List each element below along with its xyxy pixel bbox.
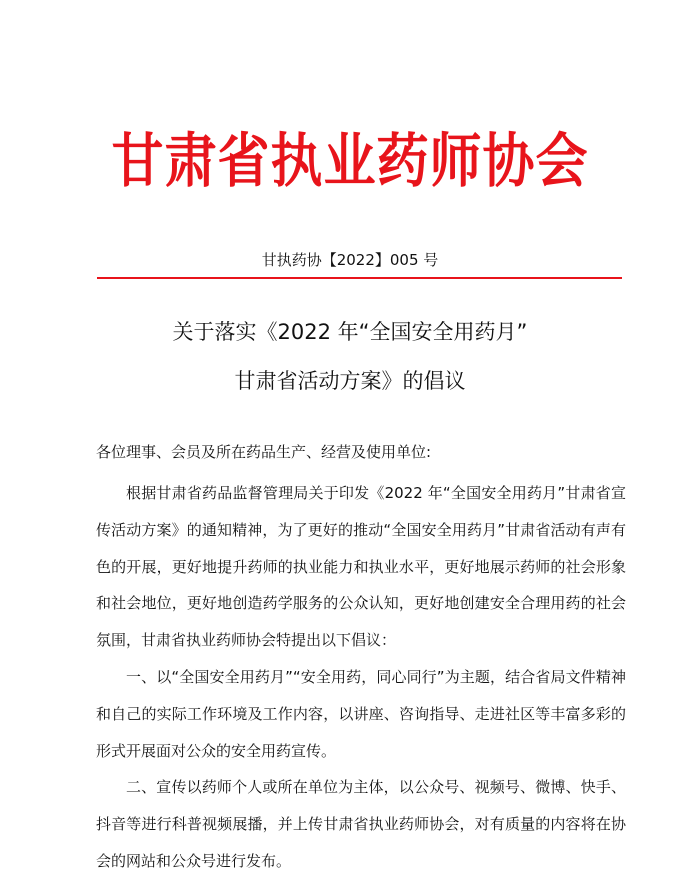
body-text xyxy=(96,475,626,880)
subject-title-line-1: 关于落实《2022 年“全国安全用药月” xyxy=(172,320,528,344)
organization-letterhead-title: 甘肃省执业药师协会 xyxy=(111,127,589,196)
paragraph-item-2: 二、宣传以药师个人或所在单位为主体，以公众号、视频号、微博、快手、抖音等进行科普视频展播，并上传甘肃省执业药师协会，对有质量的内容将在协会的网站和公众号进行发布。 xyxy=(96,778,626,870)
paragraph-item-1: 一、以“全国安全用药月”“安全用药，同心同行”为主题，结合省局文件精神和自己的实际工作环境及工作内容，以讲座、咨询指导、走进社区等丰富多彩的形式开展面对公众的安全用药宣传。 xyxy=(96,667,626,760)
paragraph-intro: 根据甘肃省药品监督管理局关于印发《2022 年“全国安全用药月”甘肃省宣传活动方案》的通知精神，为了更好的推动“全国安全用药月”甘肃省活动有声有色的开展，更好地提升药师的执业能力和执业水平，更好地展示药师的社会形象和社会地位，更好地创造药学服务的公众认知，更好地创建安全合理用药的社会氛围，甘肃省执业药师协会特提出以下倡议： xyxy=(96,484,626,650)
document-number: 甘执药协【2022】005 号 xyxy=(261,251,439,269)
subject-title-line-2: 甘肃省活动方案》的倡议 xyxy=(234,369,466,393)
letterhead-divider-line xyxy=(97,277,622,279)
salutation: 各位理事、会员及所在药品生产、经营及使用单位: xyxy=(96,443,432,461)
